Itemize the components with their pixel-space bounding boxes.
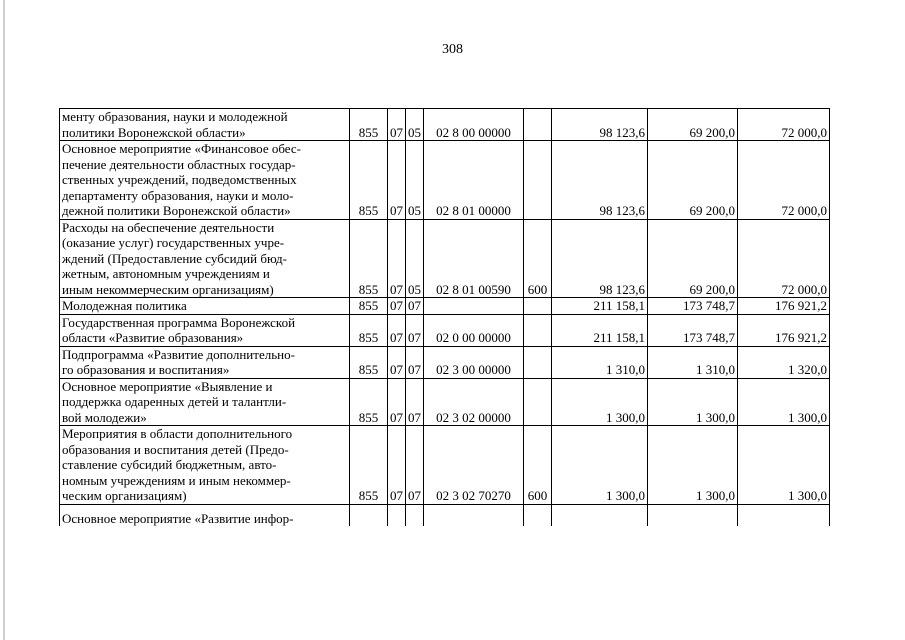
- cell-pr: 07: [406, 346, 424, 378]
- cell-amount-year-2: 69 200,0: [648, 141, 738, 220]
- cell-amount-year-2: 173 748,7: [648, 298, 738, 315]
- cell-rz: 07: [388, 426, 406, 505]
- description-line: Расходы на обеспечение деятельности: [62, 219, 275, 235]
- cell-amount-year-1: 1 310,0: [552, 346, 648, 378]
- cell-amount-year-3: 72 000,0: [738, 109, 830, 141]
- cell-grbs: 855: [350, 346, 388, 378]
- cell-amount-year-2: 1 300,0: [648, 378, 738, 426]
- table-row: [60, 141, 830, 220]
- cell-amount-year-3: 1 320,0: [738, 346, 830, 378]
- description-line: печение деятельности областных государ-: [62, 156, 296, 172]
- cell-amount-year-1: 211 158,1: [552, 298, 648, 315]
- cell-vr: [524, 109, 552, 141]
- cell-csr: 02 8 01 00590: [424, 219, 524, 298]
- cell-vr: [524, 504, 552, 526]
- cell-csr: 02 3 02 70270: [424, 426, 524, 505]
- description-line: ственных учреждений, подведомственных: [62, 172, 297, 187]
- table-row: [60, 298, 830, 315]
- cell-pr: 07: [406, 314, 424, 346]
- cell-amount-year-1: [552, 504, 648, 526]
- cell-csr: 02 8 00 00000: [424, 109, 524, 141]
- cell-amount-year-2: 173 748,7: [648, 314, 738, 346]
- description-line: го образования и воспитания»: [62, 362, 230, 377]
- cell-amount-year-1: 98 123,6: [552, 219, 648, 298]
- cell-rz: [388, 504, 406, 526]
- cell-description: [60, 141, 350, 220]
- cell-vr: [524, 346, 552, 378]
- description-line: ческим организациям): [62, 488, 187, 503]
- description-line: менту образования, науки и молодежной: [62, 109, 288, 124]
- table-row: [60, 109, 830, 141]
- cell-amount-year-1: 98 123,6: [552, 141, 648, 220]
- table-row: [60, 426, 830, 505]
- description-line: департаменту образования, науки и моло-: [62, 187, 294, 203]
- cell-csr: 02 8 01 00000: [424, 141, 524, 220]
- cell-grbs: 855: [350, 141, 388, 220]
- cell-description: [60, 426, 350, 505]
- cell-amount-year-1: 98 123,6: [552, 109, 648, 141]
- description-line: номным учреждениям и иным некоммер-: [62, 472, 291, 488]
- description-line: образования и воспитания детей (Предо-: [62, 441, 289, 457]
- cell-amount-year-2: 69 200,0: [648, 109, 738, 141]
- cell-description: [60, 219, 350, 298]
- cell-description: [60, 346, 350, 378]
- cell-pr: 07: [406, 378, 424, 426]
- description-line: (оказание услуг) государственных учре-: [62, 235, 285, 250]
- cell-csr: [424, 504, 524, 526]
- cell-amount-year-1: 1 300,0: [552, 378, 648, 426]
- description-line: вой молодежи»: [62, 409, 147, 425]
- cell-description: [60, 298, 350, 315]
- cell-grbs: 855: [350, 314, 388, 346]
- table-row: [60, 504, 830, 526]
- cell-grbs: 855: [350, 426, 388, 505]
- cell-amount-year-1: 1 300,0: [552, 426, 648, 505]
- cell-amount-year-2: 1 310,0: [648, 346, 738, 378]
- cell-amount-year-3: 176 921,2: [738, 298, 830, 315]
- cell-csr: 02 0 00 00000: [424, 314, 524, 346]
- description-line: иным некоммерческим организациям): [62, 281, 274, 297]
- description-line: Основное мероприятие «Финансовое обес-: [62, 141, 301, 156]
- scan-left-edge: [3, 0, 5, 640]
- cell-amount-year-3: 1 300,0: [738, 378, 830, 426]
- cell-amount-year-3: [738, 504, 830, 526]
- description-line: жетным, автономным учреждениям и: [62, 266, 270, 281]
- description-line: Подпрограмма «Развитие дополнительно-: [62, 346, 295, 362]
- cell-rz: 07: [388, 298, 406, 315]
- cell-grbs: 855: [350, 109, 388, 141]
- description-line: Государственная программа Воронежской: [62, 314, 296, 330]
- cell-grbs: 855: [350, 378, 388, 426]
- cell-grbs: 855: [350, 219, 388, 298]
- budget-table: [59, 108, 830, 526]
- cell-rz: 07: [388, 141, 406, 220]
- table-row: [60, 314, 830, 346]
- description-line: Молодежная политика: [62, 298, 187, 313]
- table-row: [60, 346, 830, 378]
- description-line: политики Воронежской области»: [62, 124, 246, 140]
- cell-amount-year-3: 72 000,0: [738, 219, 830, 298]
- cell-description: [60, 314, 350, 346]
- cell-description: [60, 378, 350, 426]
- description-line: поддержка одаренных детей и талантли-: [62, 394, 287, 409]
- cell-csr: 02 3 02 00000: [424, 378, 524, 426]
- cell-pr: 05: [406, 109, 424, 141]
- cell-rz: 07: [388, 346, 406, 378]
- cell-amount-year-2: 69 200,0: [648, 219, 738, 298]
- cell-vr: [524, 141, 552, 220]
- cell-amount-year-3: 1 300,0: [738, 426, 830, 505]
- cell-pr: 07: [406, 298, 424, 315]
- cell-amount-year-1: 211 158,1: [552, 314, 648, 346]
- description-line: Основное мероприятие «Выявление и: [62, 378, 273, 394]
- cell-rz: 07: [388, 378, 406, 426]
- description-line: ждений (Предоставление субсидий бюд-: [62, 250, 287, 266]
- cell-description: [60, 109, 350, 141]
- cell-amount-year-3: 176 921,2: [738, 314, 830, 346]
- description-line: ставление субсидий бюджетным, авто-: [62, 457, 277, 472]
- description-line: Основное мероприятие «Развитие инфор-: [62, 510, 294, 526]
- description-line: Мероприятия в области дополнительного: [62, 426, 293, 441]
- cell-pr: [406, 504, 424, 526]
- cell-pr: 05: [406, 219, 424, 298]
- cell-description: [60, 504, 350, 526]
- description-line: области «Развитие образования»: [62, 330, 244, 345]
- cell-vr: [524, 314, 552, 346]
- cell-vr: 600: [524, 426, 552, 505]
- cell-vr: [524, 378, 552, 426]
- cell-vr: [524, 298, 552, 315]
- cell-amount-year-2: 1 300,0: [648, 426, 738, 505]
- page-number: 308: [442, 42, 463, 57]
- cell-amount-year-2: [648, 504, 738, 526]
- cell-rz: 07: [388, 109, 406, 141]
- cell-pr: 05: [406, 141, 424, 220]
- cell-grbs: 855: [350, 298, 388, 315]
- cell-csr: 02 3 00 00000: [424, 346, 524, 378]
- table-row: [60, 219, 830, 298]
- cell-csr: [424, 298, 524, 315]
- cell-pr: 07: [406, 426, 424, 505]
- description-line: дежной политики Воронежской области»: [62, 203, 291, 218]
- table-row: [60, 378, 830, 426]
- cell-grbs: [350, 504, 388, 526]
- cell-amount-year-3: 72 000,0: [738, 141, 830, 220]
- cell-rz: 07: [388, 314, 406, 346]
- cell-rz: 07: [388, 219, 406, 298]
- cell-vr: 600: [524, 219, 552, 298]
